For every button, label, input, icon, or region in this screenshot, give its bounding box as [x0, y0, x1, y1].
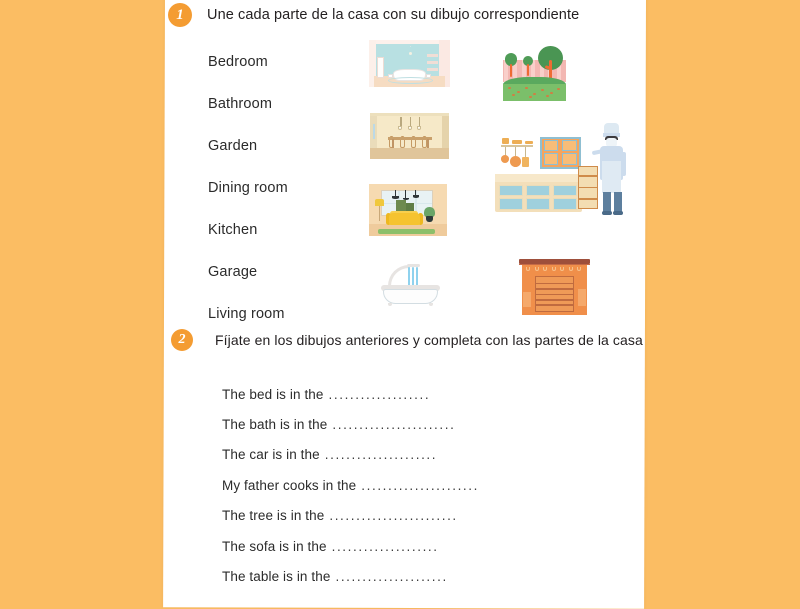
- dining-table-leg: [392, 139, 394, 148]
- living-pendant-lamp: [392, 196, 398, 199]
- house-parts-word-list: [208, 41, 288, 335]
- answer-blank[interactable]: .....................: [335, 569, 448, 585]
- garden-tree-trunk: [510, 64, 512, 77]
- word-item-living-room[interactable]: Living room: [208, 306, 285, 322]
- word-item-bathroom[interactable]: Bathroom: [208, 96, 273, 112]
- garage-door: [535, 276, 575, 312]
- answer-blank[interactable]: ....................: [331, 538, 439, 554]
- sentence-text: The car is in the: [222, 447, 320, 463]
- kitchen-utensil: [522, 157, 529, 167]
- bedroom-shelf: [427, 61, 438, 64]
- kitchen-jar: [502, 138, 509, 145]
- sentence-sofa[interactable]: [222, 531, 479, 561]
- bedroom-door: [377, 57, 384, 78]
- dining-table-leg: [427, 139, 429, 148]
- sentence-text: The bed is in the: [222, 386, 324, 402]
- kitchen-counter: [495, 174, 582, 212]
- pan-hook: [515, 147, 516, 156]
- exercise-2-badge: 2: [171, 329, 193, 351]
- dining-pendant-lamp: [408, 126, 412, 130]
- chef-leg: [603, 192, 611, 214]
- exercise-2-heading: [171, 329, 643, 351]
- living-sofa: [389, 213, 420, 224]
- living-pendant-lamp: [413, 195, 419, 198]
- chef-shoe: [602, 211, 612, 215]
- sentence-text: The table is in the: [222, 569, 331, 585]
- garden-picture[interactable]: [503, 43, 566, 101]
- living-floor-lamp-stand: [379, 206, 381, 222]
- bathroom-picture[interactable]: [378, 258, 443, 310]
- dining-floor: [370, 148, 449, 159]
- bathtub-foot: [388, 303, 391, 306]
- bedroom-shelf: [427, 54, 438, 57]
- kitchen-pan: [510, 156, 521, 167]
- fill-in-the-blank-list: [222, 379, 479, 592]
- living-rug: [378, 229, 434, 235]
- garage-picture[interactable]: [519, 258, 590, 317]
- sentence-bath[interactable]: [222, 409, 479, 439]
- sentence-father-cooks[interactable]: [222, 470, 479, 500]
- sentence-text: The tree is in the: [222, 508, 325, 524]
- word-item-dining-room[interactable]: Dining room: [208, 180, 288, 196]
- exercise-2-instruction: Fíjate en los dibujos anteriores y completa con las partes de la casa: [215, 332, 643, 348]
- bedroom-picture[interactable]: [369, 40, 450, 87]
- living-room-picture[interactable]: [369, 184, 447, 236]
- answer-blank[interactable]: .......................: [332, 417, 456, 433]
- garage-roof-edge: [519, 264, 590, 266]
- bedroom-rug: [388, 77, 434, 84]
- kitchen-window: [540, 137, 581, 169]
- answer-blank[interactable]: .....................: [324, 447, 438, 463]
- kitchen-trolley: [578, 166, 598, 209]
- exercise-1-heading: [168, 3, 579, 27]
- sentence-text: The sofa is in the: [222, 538, 327, 554]
- dining-room-picture[interactable]: [370, 113, 449, 159]
- bathtub-body: [383, 289, 438, 304]
- chef-leg: [614, 192, 622, 214]
- kitchen-jar: [512, 140, 522, 145]
- kitchen-pan: [501, 155, 509, 163]
- sentence-text: The bath is in the: [222, 417, 328, 433]
- living-floor-lamp-shade: [375, 199, 384, 206]
- sentence-car[interactable]: [222, 440, 479, 470]
- sentence-bed[interactable]: [222, 379, 479, 409]
- exercise-1-badge: 1: [168, 3, 192, 27]
- kitchen-jar: [525, 141, 533, 145]
- sentence-text: My father cooks in the: [222, 477, 357, 493]
- garden-tree-trunk: [527, 64, 529, 76]
- word-item-bedroom[interactable]: Bedroom: [208, 54, 268, 70]
- answer-blank[interactable]: ...................: [328, 386, 431, 402]
- sentence-table[interactable]: [222, 561, 479, 591]
- word-item-garage[interactable]: Garage: [208, 264, 258, 280]
- living-plant-pot: [426, 216, 433, 222]
- bathtub-foot: [429, 303, 432, 306]
- dining-ceiling: [370, 113, 449, 116]
- answer-blank[interactable]: ........................: [329, 508, 458, 524]
- word-item-kitchen[interactable]: Kitchen: [208, 222, 258, 238]
- sentence-tree[interactable]: [222, 501, 479, 531]
- chef-shoe: [613, 211, 623, 215]
- word-item-garden[interactable]: Garden: [208, 138, 258, 154]
- kitchen-picture[interactable]: [494, 120, 634, 218]
- bedroom-ceiling-lamp: [409, 52, 412, 55]
- counter-top: [495, 174, 582, 182]
- dining-window: [372, 123, 375, 140]
- chef-apron: [602, 161, 622, 192]
- garden-grass: [503, 84, 566, 101]
- bedroom-shelf: [427, 68, 438, 71]
- dining-table: [388, 137, 431, 141]
- exercise-1-instruction: Une cada parte de la casa con su dibujo correspondiente: [207, 7, 580, 23]
- answer-blank[interactable]: ......................: [361, 477, 479, 493]
